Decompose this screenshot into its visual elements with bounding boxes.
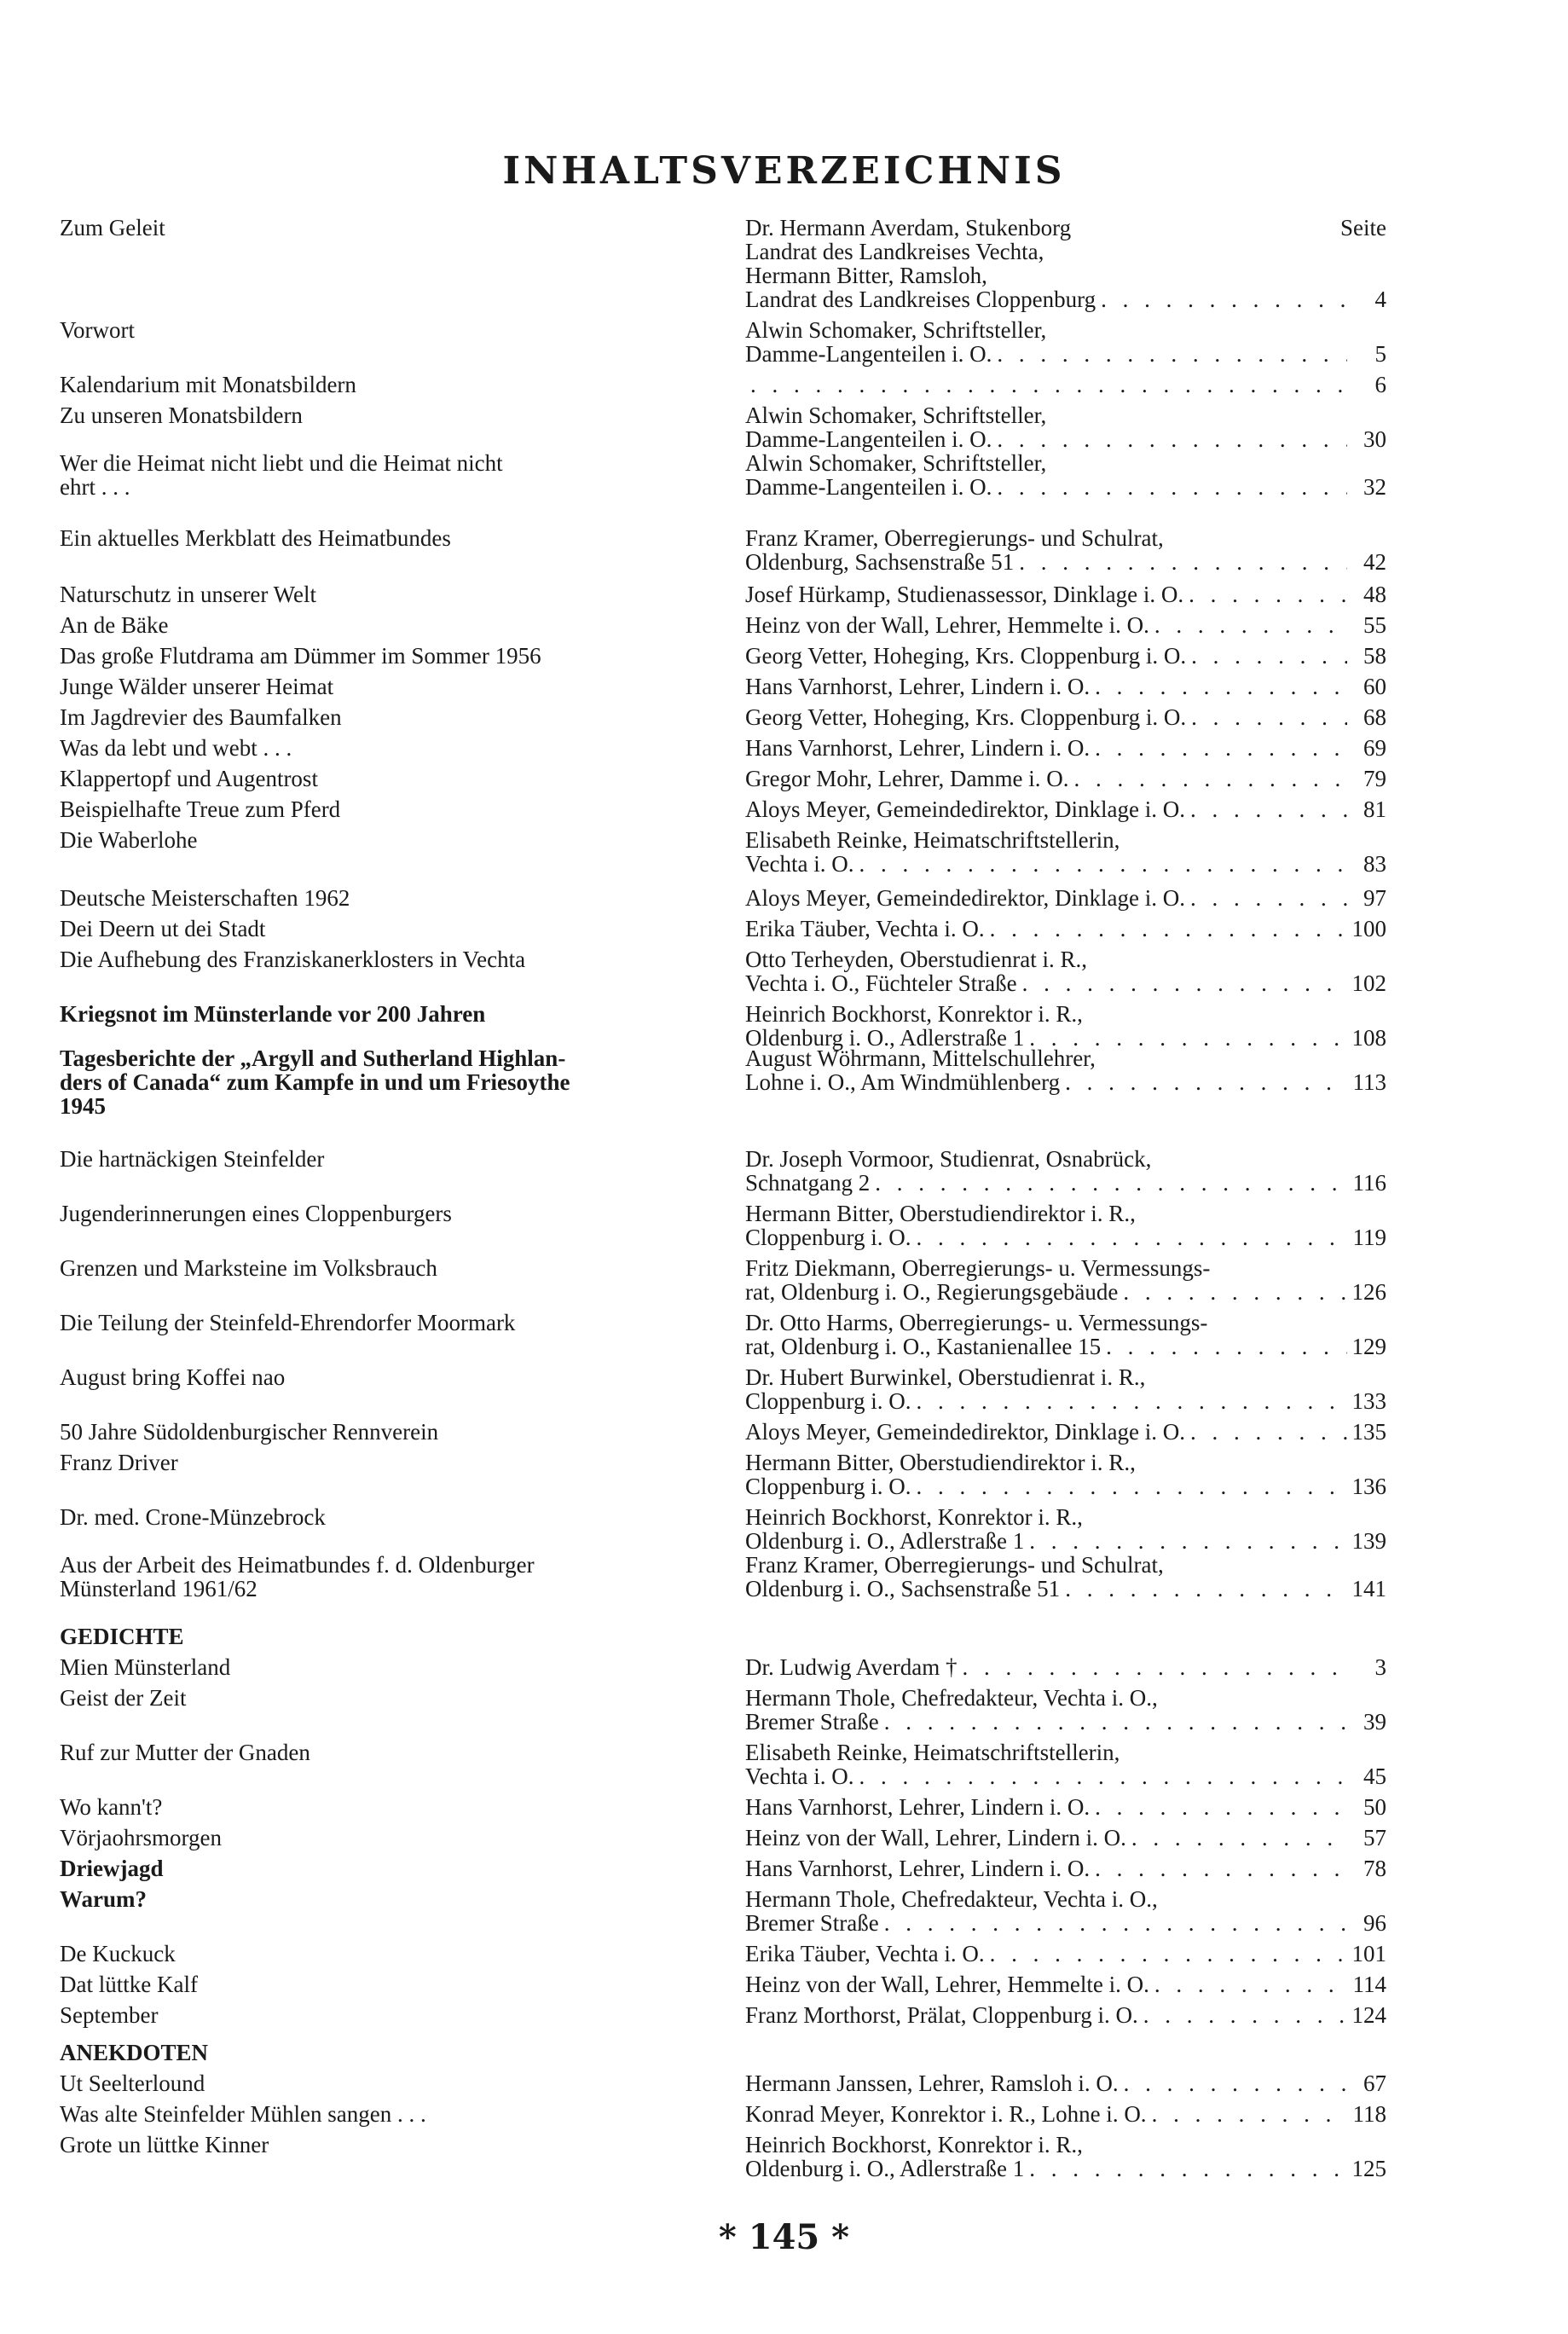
- page-reference: 32: [1363, 474, 1386, 500]
- dot-leader: [1019, 549, 1347, 575]
- page-reference: 83: [1363, 851, 1386, 877]
- author-text: Erika Täuber, Vechta i. O.: [745, 916, 985, 941]
- page-reference: 114: [1352, 1972, 1386, 1997]
- entry-title: Vorwort: [60, 317, 136, 343]
- dot-leader: [1073, 766, 1347, 791]
- dot-leader: [917, 1474, 1347, 1499]
- author-line: [745, 2070, 1386, 2096]
- page-reference: 6: [1374, 372, 1386, 397]
- dot-leader: [1131, 1825, 1347, 1850]
- entry-title: Was da lebt und webt . . .: [60, 735, 292, 761]
- page-reference: 108: [1351, 1025, 1386, 1051]
- author-text: Alwin Schomaker, Schriftsteller,: [745, 450, 1047, 476]
- author-text: Vechta i. O.: [745, 1764, 854, 1789]
- page-reference: 124: [1351, 2002, 1386, 2028]
- dot-leader: [1191, 704, 1347, 730]
- author-line: [745, 1419, 1386, 1445]
- dot-leader: [1190, 1419, 1347, 1445]
- dot-leader: [997, 474, 1347, 500]
- page-reference: 133: [1351, 1388, 1386, 1414]
- entry-title: Dr. med. Crone-Münzebrock: [60, 1504, 326, 1530]
- author-text: Georg Vetter, Hoheging, Krs. Cloppenburg i. O.: [745, 704, 1187, 730]
- author-text: Oldenburg i. O., Sachsenstraße 51: [745, 1576, 1061, 1601]
- author-line: [745, 916, 1386, 941]
- author-text: Hans Varnhorst, Lehrer, Lindern i. O.: [745, 1794, 1091, 1820]
- author-text: Damme-Langenteilen i. O.: [745, 341, 992, 367]
- author-line: [745, 1170, 1386, 1196]
- entry-title: Zu unseren Monatsbildern: [60, 403, 303, 428]
- page-reference: 135: [1351, 1419, 1386, 1445]
- author-text: Elisabeth Reinke, Heimatschriftstellerin,: [745, 1740, 1120, 1765]
- entry-title: ders of Canada“ zum Kampfe in und um Friesoythe: [60, 1069, 570, 1095]
- author-line: [745, 643, 1386, 669]
- entry-title: Naturschutz in unserer Welt: [60, 582, 316, 607]
- page-reference: 39: [1363, 1709, 1386, 1735]
- seite-header: Seite: [1340, 215, 1386, 240]
- author-line: [745, 1474, 1386, 1499]
- entry-title: Dei Deern ut dei Stadt: [60, 916, 266, 941]
- page-reference: 55: [1363, 612, 1386, 638]
- author-text: Landrat des Landkreises Vechta,: [745, 239, 1044, 264]
- entry-title: Grenzen und Marksteine im Volksbrauch: [60, 1255, 437, 1281]
- author-text: Damme-Langenteilen i. O.: [745, 426, 992, 452]
- author-text: Vechta i. O.: [745, 851, 854, 877]
- entry-title: Jugenderinnerungen eines Cloppenburgers: [60, 1201, 452, 1226]
- author-text: Elisabeth Reinke, Heimatschriftstellerin,: [745, 827, 1120, 853]
- author-text: Alwin Schomaker, Schriftsteller,: [745, 403, 1047, 428]
- entry-title: Aus der Arbeit des Heimatbundes f. d. Oldenburger: [60, 1552, 535, 1578]
- dot-leader: [859, 1764, 1347, 1789]
- page-reference: 57: [1363, 1825, 1386, 1850]
- dot-leader: [1065, 1069, 1347, 1095]
- author-line: [745, 1709, 1386, 1735]
- page-reference: 58: [1363, 643, 1386, 669]
- author-text: Aloys Meyer, Gemeindedirektor, Dinklage i. O.: [745, 885, 1185, 911]
- author-line: [745, 582, 1386, 607]
- page-reference: 30: [1363, 426, 1386, 452]
- author-text: Aloys Meyer, Gemeindedirektor, Dinklage i. O.: [745, 796, 1185, 822]
- author-text: Hans Varnhorst, Lehrer, Lindern i. O.: [745, 735, 1091, 761]
- author-line: [745, 2002, 1386, 2028]
- author-text: Franz Kramer, Oberregierungs- und Schulrat,: [745, 1552, 1164, 1578]
- entry-title: Die Aufhebung des Franziskanerklosters in Vechta: [60, 947, 526, 972]
- entry-title: Die Waberlohe: [60, 827, 198, 853]
- author-text: Heinrich Bockhorst, Konrektor i. R.,: [745, 2132, 1083, 2157]
- dot-leader: [1191, 643, 1347, 669]
- entry-title: Mien Münsterland: [60, 1654, 231, 1680]
- page-reference: 68: [1363, 704, 1386, 730]
- page-reference: 129: [1351, 1334, 1386, 1359]
- author-text: Heinz von der Wall, Lehrer, Hemmelte i. O.: [745, 612, 1149, 638]
- entry-title: Franz Driver: [60, 1450, 178, 1475]
- author-text: Cloppenburg i. O.: [745, 1388, 911, 1414]
- dot-leader: [1143, 2002, 1347, 2028]
- section-heading: ANEKDOTEN: [60, 2040, 209, 2065]
- section-heading: GEDICHTE: [60, 1624, 184, 1649]
- page-reference: 45: [1363, 1764, 1386, 1789]
- entry-title: ehrt . . .: [60, 474, 130, 500]
- author-line: [745, 372, 1386, 397]
- dot-leader: [1189, 582, 1347, 607]
- page-reference: 60: [1363, 674, 1386, 699]
- page-reference: 67: [1363, 2070, 1386, 2096]
- author-line: [745, 766, 1386, 791]
- entry-title: Münsterland 1961/62: [60, 1576, 257, 1601]
- entry-title: Wo kann't?: [60, 1794, 163, 1820]
- page-reference: 125: [1351, 2156, 1386, 2181]
- author-text: rat, Oldenburg i. O., Regierungsgebäude: [745, 1279, 1119, 1305]
- dot-leader: [1123, 1279, 1346, 1305]
- entry-title: Wer die Heimat nicht liebt und die Heimat nicht: [60, 450, 503, 476]
- author-text: rat, Oldenburg i. O., Kastanienallee 15: [745, 1334, 1102, 1359]
- author-line: [745, 1825, 1386, 1850]
- entry-title: 1945: [60, 1093, 106, 1119]
- entry-title: Warum?: [60, 1886, 148, 1912]
- page-reference: 78: [1363, 1856, 1386, 1881]
- dot-leader: [1154, 1972, 1347, 1997]
- author-line: [745, 2101, 1386, 2127]
- dot-leader: [1101, 287, 1347, 312]
- author-line: [745, 1941, 1386, 1966]
- entry-title: 50 Jahre Südoldenburgischer Rennverein: [60, 1419, 439, 1445]
- page-reference: 81: [1363, 796, 1386, 822]
- author-text: Dr. Ludwig Averdam †: [745, 1654, 958, 1680]
- author-text: Dr. Otto Harms, Oberregierungs- u. Vermessungs-: [745, 1310, 1208, 1335]
- page-reference: 50: [1363, 1794, 1386, 1820]
- author-line: [745, 474, 1386, 500]
- author-text: Heinz von der Wall, Lehrer, Lindern i. O.: [745, 1825, 1126, 1850]
- author-text: Alwin Schomaker, Schriftsteller,: [745, 317, 1047, 343]
- page-reference: 97: [1363, 885, 1386, 911]
- entry-title: Das große Flutdrama am Dümmer im Sommer 1956: [60, 643, 541, 669]
- author-line: [745, 287, 1386, 312]
- page-reference: 118: [1352, 2101, 1386, 2127]
- dot-leader: [1029, 1528, 1346, 1554]
- author-text: Oldenburg i. O., Adlerstraße 1: [745, 1025, 1025, 1051]
- dot-leader: [962, 1654, 1347, 1680]
- page-reference: 42: [1363, 549, 1386, 575]
- dot-leader: [1095, 1794, 1347, 1820]
- dot-leader: [1154, 612, 1347, 638]
- entry-title: Was alte Steinfelder Mühlen sangen . . .: [60, 2101, 426, 2127]
- dot-leader: [917, 1388, 1347, 1414]
- entry-title: Die Teilung der Steinfeld-Ehrendorfer Moormark: [60, 1310, 516, 1335]
- dot-leader: [875, 1170, 1347, 1196]
- author-line: [745, 341, 1386, 367]
- dot-leader: [859, 851, 1347, 877]
- entry-title: De Kuckuck: [60, 1941, 176, 1966]
- author-text: Hermann Thole, Chefredakteur, Vechta i. O.,: [745, 1685, 1158, 1711]
- entry-title: September: [60, 2002, 159, 2028]
- author-text: Aloys Meyer, Gemeindedirektor, Dinklage i. O.: [745, 1419, 1185, 1445]
- author-text: Hans Varnhorst, Lehrer, Lindern i. O.: [745, 1856, 1091, 1881]
- page-number: * 145 *: [718, 2217, 850, 2257]
- entry-title: Grote un lüttke Kinner: [60, 2132, 269, 2157]
- author-text: Dr. Hubert Burwinkel, Oberstudienrat i. R.,: [745, 1364, 1146, 1390]
- dot-leader: [884, 1910, 1347, 1936]
- page-reference: 141: [1351, 1576, 1386, 1601]
- page-reference: 116: [1352, 1170, 1386, 1196]
- entry-title: Die hartnäckigen Steinfelder: [60, 1146, 325, 1172]
- author-line: [745, 1225, 1386, 1250]
- author-line: [745, 612, 1386, 638]
- dot-leader: [997, 426, 1347, 452]
- author-text: Vechta i. O., Füchteler Straße: [745, 970, 1017, 996]
- dot-leader: [1095, 674, 1347, 699]
- author-line: [745, 1856, 1386, 1881]
- dot-leader: [1022, 970, 1347, 996]
- dot-leader: [884, 1709, 1347, 1735]
- author-text: Dr. Joseph Vormoor, Studienrat, Osnabrück,: [745, 1146, 1152, 1172]
- page-reference: 139: [1351, 1528, 1386, 1554]
- page-reference: 100: [1351, 916, 1386, 941]
- dot-leader: [1124, 2070, 1347, 2096]
- author-line: [745, 704, 1386, 730]
- dot-leader: [997, 341, 1347, 367]
- author-text: Hermann Janssen, Lehrer, Ramsloh i. O.: [745, 2070, 1119, 2096]
- author-line: [745, 735, 1386, 761]
- page-reference: 3: [1374, 1654, 1386, 1680]
- author-line: [745, 796, 1386, 822]
- page-reference: 136: [1351, 1474, 1386, 1499]
- author-text: Fritz Diekmann, Oberregierungs- u. Vermessungs-: [745, 1255, 1211, 1281]
- page-reference: 4: [1374, 287, 1386, 312]
- author-line: [745, 851, 1386, 877]
- author-text: Oldenburg i. O., Adlerstraße 1: [745, 1528, 1025, 1554]
- dot-leader: [1065, 1576, 1346, 1601]
- entry-title: August bring Koffei nao: [60, 1364, 286, 1390]
- page-reference: 102: [1351, 970, 1386, 996]
- author-text: Hermann Bitter, Oberstudiendirektor i. R.,: [745, 1450, 1136, 1475]
- author-text: Hans Varnhorst, Lehrer, Lindern i. O.: [745, 674, 1091, 699]
- author-text: Cloppenburg i. O.: [745, 1225, 911, 1250]
- dot-leader: [1095, 1856, 1347, 1881]
- entry-title: Dat lüttke Kalf: [60, 1972, 198, 1997]
- entry-title: Klappertopf und Augentrost: [60, 766, 318, 791]
- author-text: Otto Terheyden, Oberstudienrat i. R.,: [745, 947, 1088, 972]
- author-text: Franz Kramer, Oberregierungs- und Schulrat,: [745, 525, 1164, 551]
- author-text: Damme-Langenteilen i. O.: [745, 474, 992, 500]
- author-line: [745, 549, 1386, 575]
- entry-title: Kalendarium mit Monatsbildern: [60, 372, 356, 397]
- entry-title: Junge Wälder unserer Heimat: [60, 674, 334, 699]
- dot-leader: [1152, 2101, 1347, 2127]
- author-line: [745, 674, 1386, 699]
- author-line: [745, 1910, 1386, 1936]
- entry-title: Driewjagd: [60, 1856, 164, 1881]
- author-line: [745, 1576, 1386, 1601]
- author-text: Schnatgang 2: [745, 1170, 871, 1196]
- page-reference: 79: [1363, 766, 1386, 791]
- author-text: Lohne i. O., Am Windmühlenberg: [745, 1069, 1061, 1095]
- author-line: [745, 1794, 1386, 1820]
- entry-title: Deutsche Meisterschaften 1962: [60, 885, 350, 911]
- author-line: [745, 1528, 1386, 1554]
- author-text: Gregor Mohr, Lehrer, Damme i. O.: [745, 766, 1069, 791]
- page-reference: 119: [1352, 1225, 1386, 1250]
- entry-title: Kriegsnot im Münsterlande vor 200 Jahren: [60, 1001, 486, 1027]
- author-text: Dr. Hermann Averdam, Stukenborg: [745, 215, 1072, 240]
- author-line: [745, 1279, 1386, 1305]
- author-text: Bremer Straße: [745, 1910, 879, 1936]
- author-line: [745, 1069, 1386, 1095]
- author-line: [745, 1972, 1386, 1997]
- author-text: Oldenburg i. O., Adlerstraße 1: [745, 2156, 1025, 2181]
- author-text: Cloppenburg i. O.: [745, 1474, 911, 1499]
- author-line: [745, 1388, 1386, 1414]
- author-text: August Wöhrmann, Mittelschullehrer,: [745, 1045, 1096, 1071]
- author-line: [745, 970, 1386, 996]
- author-text: Erika Täuber, Vechta i. O.: [745, 1941, 985, 1966]
- author-line: [745, 426, 1386, 452]
- dot-leader: [1029, 2156, 1346, 2181]
- dot-leader: [750, 372, 1347, 397]
- page-reference: 96: [1363, 1910, 1386, 1936]
- entry-title: An de Bäke: [60, 612, 169, 638]
- author-line: [745, 1334, 1386, 1359]
- page-reference: 126: [1351, 1279, 1386, 1305]
- dot-leader: [1190, 885, 1347, 911]
- entry-title: Tagesberichte der „Argyll and Sutherland Highlan-: [60, 1045, 566, 1071]
- author-text: Oldenburg, Sachsenstraße 51: [745, 549, 1015, 575]
- dot-leader: [1095, 735, 1347, 761]
- dot-leader: [1190, 796, 1347, 822]
- author-text: Georg Vetter, Hoheging, Krs. Cloppenburg i. O.: [745, 643, 1187, 669]
- entry-title: Vörjaohrsmorgen: [60, 1825, 222, 1850]
- author-line: [745, 1654, 1386, 1680]
- dot-leader: [990, 1941, 1347, 1966]
- entry-title: Zum Geleit: [60, 215, 165, 240]
- entry-title: Geist der Zeit: [60, 1685, 187, 1711]
- author-text: Heinz von der Wall, Lehrer, Hemmelte i. O.: [745, 1972, 1149, 1997]
- author-text: Bremer Straße: [745, 1709, 879, 1735]
- dot-leader: [990, 916, 1347, 941]
- entry-title: Beispielhafte Treue zum Pferd: [60, 796, 341, 822]
- author-text: Heinrich Bockhorst, Konrektor i. R.,: [745, 1504, 1083, 1530]
- author-text: Hermann Bitter, Oberstudiendirektor i. R.,: [745, 1201, 1136, 1226]
- author-text: Heinrich Bockhorst, Konrektor i. R.,: [745, 1001, 1083, 1027]
- author-text: Hermann Thole, Chefredakteur, Vechta i. O.,: [745, 1886, 1158, 1912]
- author-line: [745, 1764, 1386, 1789]
- entry-title: Ut Seelterlound: [60, 2070, 205, 2096]
- author-line: [745, 2156, 1386, 2181]
- dot-leader: [917, 1225, 1348, 1250]
- dot-leader: [1106, 1334, 1346, 1359]
- author-text: Hermann Bitter, Ramsloh,: [745, 263, 987, 288]
- author-text: Josef Hürkamp, Studienassessor, Dinklage i. O.: [745, 582, 1184, 607]
- page-title: INHALTSVERZEICHNIS: [502, 149, 1066, 193]
- page-reference: 48: [1363, 582, 1386, 607]
- author-text: Landrat des Landkreises Cloppenburg: [745, 287, 1096, 312]
- page-reference: 5: [1374, 341, 1386, 367]
- entry-title: Im Jagdrevier des Baumfalken: [60, 704, 342, 730]
- page-reference: 69: [1363, 735, 1386, 761]
- author-line: [745, 885, 1386, 911]
- entry-title: Ein aktuelles Merkblatt des Heimatbundes: [60, 525, 451, 551]
- page-reference: 101: [1351, 1941, 1386, 1966]
- author-text: Konrad Meyer, Konrektor i. R., Lohne i. O.: [745, 2101, 1147, 2127]
- entry-title: Ruf zur Mutter der Gnaden: [60, 1740, 310, 1765]
- author-text: Franz Morthorst, Prälat, Cloppenburg i. O.: [745, 2002, 1138, 2028]
- page-reference: 113: [1352, 1069, 1386, 1095]
